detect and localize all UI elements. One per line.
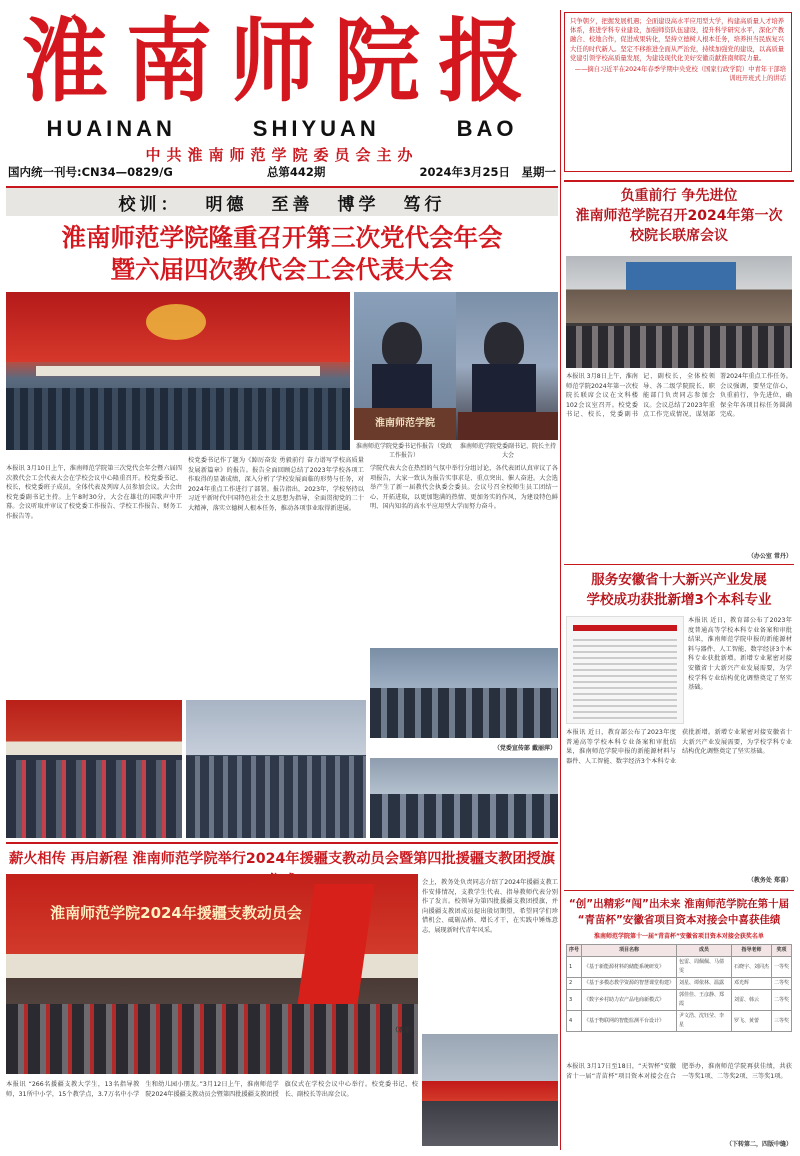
table-cell: 2	[567, 978, 582, 990]
header-cell: 序号	[567, 945, 582, 957]
issue-date: 2024年3月25日 星期一	[419, 165, 556, 179]
story-3-byline: （下转第二，四版中缝）	[725, 1141, 792, 1148]
motto-word: 至善	[271, 194, 314, 215]
table-row	[567, 990, 792, 1011]
lead-headline-line-1: 淮南师范学院隆重召开第三次党代会年会	[61, 223, 503, 252]
photo-2-caption: 淮南师范学院党委副书记、院长主持大会	[459, 443, 556, 459]
story-2-byline: （教务处 郑喜）	[747, 877, 792, 884]
sponsor-line: 中共淮南师范学院委员会主办	[145, 146, 419, 164]
ceremony-banner: 淮南师范学院2024年援疆支教动员会	[50, 904, 302, 922]
table-cell: 一等奖	[771, 957, 791, 978]
flag-ceremony-photo	[6, 874, 418, 1074]
document-screenshot	[566, 616, 684, 724]
table-cell: 罗飞、黄蕾	[731, 1011, 771, 1032]
column-divider	[560, 10, 561, 1150]
story-2-title-line-1: 服务安徽省十大新兴产业发展	[591, 572, 767, 588]
speaker-photo	[354, 292, 558, 440]
delegates-photo	[6, 700, 182, 838]
story-1-title-line-1: 负重前行 争先进位	[620, 188, 738, 204]
bottom-body: 本报讯 “266名援疆支教大学生，13名指导教师，31所中小学，15个教学点，3.7万名中小学生和幼儿园小朋友。”3月12日上午，淮南师范学院2024年援疆支教动员会暨第四批援疆支教团授旗仪式在学校会议中心举行。校党委书记、校长、副校长等出席会议。	[6, 1081, 418, 1098]
audience-photo	[186, 700, 366, 838]
slogan-box	[564, 12, 792, 172]
pinyin-2: SHIYUAN	[252, 116, 380, 141]
table-cell: 二等奖	[771, 978, 791, 990]
masthead	[8, 8, 556, 164]
bottom-body-col-right: 会上，教务处负责同志介绍了2024年援疆支教工作安排情况，支教学生代表、指导教师代表分别作了发言。校领导为第四批援疆支教团授旗，并向援疆支教团成员提出殷切期望，希望同学们珍惜机会、砥砺品格、增长才干，在实践中锤炼意志，展现新时代青年风采。	[422, 879, 558, 934]
newspaper-pinyin	[8, 116, 556, 142]
group-discussion-photo	[370, 648, 558, 738]
serial-number: 国内统一刊号:CN34—0829/G	[8, 165, 173, 179]
story-3-title-line-2: “青苗杯”安徽省项目资本对接会中喜获佳绩	[577, 914, 781, 926]
table-cell: 《基于新能源材料的储能系统研发》	[582, 957, 677, 978]
lead-headline	[6, 222, 558, 286]
header-cell: 指导老师	[731, 945, 771, 957]
table-cell: 三等奖	[771, 1011, 791, 1032]
award-table-header	[567, 945, 792, 957]
table-cell: 1	[567, 957, 582, 978]
table-cell: 4	[567, 1011, 582, 1032]
story-1-title	[564, 186, 794, 246]
lead-body-col-3: 学院代表大会在热烈的气氛中举行分组讨论，各代表团认真审议了各项报告，大家一致认为报告实事求是、重点突出、催人奋进。大会选举产生了新一届教代会执委会委员。会议号召全校师生员工团结一心、开拓进取，以更加饱满的热情、更加务实的作风，为建设特色鲜明、国内知名的高水平应用型大学而努力奋斗。	[370, 465, 558, 511]
motto-word: 博学	[337, 194, 380, 215]
table-row	[567, 1011, 792, 1032]
table-cell: 刘星、谭依林、温露	[676, 978, 731, 990]
issue-bar	[6, 164, 558, 182]
motto-label: 校训：	[118, 194, 182, 215]
story-2-title	[564, 570, 794, 610]
story-2-title-line-2: 学校成功获批新增3个本科专业	[586, 592, 772, 608]
motto-word: 明德	[205, 194, 248, 215]
story-1-body: 本报讯 3月8日上午，淮南师范学院2024年第一次校院长联席会议在文科楼102会议室召开。校党委书记、校长，党委副书记、副校长，全体校领导、各二级学院院长、职能部门负责同志参加会议。会议总结了2023年重点工作完成情况，谋划部署2024年重点工作任务。会议强调，要坚定信心，负重前行，争先进位，确保全年各项目标任务圆满完成。	[566, 373, 792, 419]
table-cell: 包雷、周佩佩、马倩雯	[676, 957, 731, 978]
story-3-body: 本报讯 3月17日至18日，“天智杯”安徽省十一届“青苗杯”项目资本对接会在合肥举办，淮南师范学院再获佳绩，共获一等奖1项、二等奖2项、三等奖1项。	[566, 1063, 792, 1080]
voting-photo	[370, 758, 558, 838]
story-1-title-line-3: 校院长联席会议	[630, 228, 728, 244]
motto-bar	[6, 186, 558, 216]
right-top-rule	[564, 180, 794, 182]
slogan-text: 只争朝夕，把握发展机遇；全面建设高水平应用型大学，构建高质量人才培养体系，推进学科专业建设，加强师资队伍建设，提升科学研究水平，深化产教融合、校地合作，促进成果转化，坚持立德树人根本任务，培养担当民族复兴大任的时代新人。坚定不移推进全面从严治党，持续加强党的建设，以高质量党建引领学校高质量发展，为建设现代化美好安徽贡献淮南师院力量。	[570, 18, 785, 62]
award-table-title: 淮南师范学院第十一届“青苗杯”安徽省项目资本对接会获奖名单	[594, 933, 764, 940]
story-3-title	[564, 896, 794, 928]
conference-hall-photo	[6, 292, 350, 450]
table-row	[567, 978, 792, 990]
volunteers-photo	[422, 1034, 558, 1146]
story-1-byline: （办公室 常丹）	[747, 553, 792, 560]
meeting-room-photo	[566, 256, 792, 368]
table-cell: 二等奖	[771, 990, 791, 1011]
newspaper-title: 淮南师院报	[22, 8, 542, 115]
motto-word: 笃行	[403, 194, 446, 215]
section-divider	[6, 842, 558, 844]
header-cell: 奖项	[771, 945, 791, 957]
bottom-byline: （欢迎）	[391, 1027, 416, 1034]
table-cell: 郭佳佳、王彦静、郑霞	[676, 990, 731, 1011]
photo-1-caption: 淮南师范学院党委书记作报告（党政工作报告）	[355, 443, 452, 459]
table-row	[567, 957, 792, 978]
slogan-signature: ——摘自习近平在2024年春季学期中央党校（国家行政学院）中青年干部培训班开班式上的讲话	[574, 66, 786, 83]
right-rule-3	[564, 890, 794, 891]
story-2-body-side: 本报讯 近日，教育部公布了2023年度普通高等学校本科专业备案和审批结果，淮南师范学院申报的新能源材料与器件、人工智能、数字经济3个本科专业获批新增。新增专业紧密对接安徽省十大新兴产业发展需要，为学校学科专业结构优化调整奠定了坚实基础。	[688, 617, 792, 692]
table-cell: 3	[567, 990, 582, 1011]
story-2-body: 本报讯 近日，教育部公布了2023年度普通高等学校本科专业备案和审批结果，淮南师范学院申报的新能源材料与器件、人工智能、数字经济3个本科专业获批新增。新增专业紧密对接安徽省十大新兴产业发展需要，为学校学科专业结构优化调整奠定了坚实基础。	[566, 729, 792, 765]
table-cell: 刘雷、韩云	[731, 990, 771, 1011]
header-cell: 项目名称	[582, 945, 677, 957]
header-cell: 成员	[676, 945, 731, 957]
lead-body-col-1: 本报讯 3月10日上午，淮南师范学院第三次党代会年会暨六届四次教代会工会代表大会在学校会议中心隆重召开。校党委书记、校长，校党委班子成员，全体代表及列席人员参加会议。大会由校党委副书记主持。上午8时30分，大会在雄壮的国歌声中开幕。会议听取并审议了校党委工作报告、学校工作报告、财务工作报告等。	[6, 465, 182, 520]
award-table	[566, 944, 792, 1032]
pinyin-3: BAO	[456, 116, 518, 141]
table-cell: 《基于物联网的智能监测平台设计》	[582, 1011, 677, 1032]
table-cell: 石晓宇、刘同杰	[731, 957, 771, 978]
right-rule-2	[564, 564, 794, 565]
story-3-title-line-1: “创”出精彩“闯”出未来 淮南师范学院在第十届	[568, 898, 790, 910]
table-cell: 《数字乡村助力农产品电商新模式》	[582, 990, 677, 1011]
lead-headline-line-2: 暨六届四次教代会工会代表大会	[110, 255, 454, 284]
photo-banner: 淮南师范学院	[354, 408, 456, 440]
issue-number: 总第442期	[266, 165, 326, 179]
lead-body-col-2: 校党委书记作了题为《踔厉奋发 勇毅前行 奋力谱写学校高质量发展新篇章》的报告。报告全面回顾总结了2023年学校各项工作取得的显著成绩，深入分析了学校发展面临的形势与任务，对2024年重点工作进行了部署。报告指出，2023年，学校坚持以习近平新时代中国特色社会主义思想为指导，全面贯彻党的二十大精神，落实立德树人根本任务，推动各项事业取得新进展。	[188, 457, 364, 512]
pinyin-1: HUAINAN	[46, 116, 176, 141]
bottom-headline: 薪火相传 再启新程 淮南师范学院举行2024年援疆支教动员会暨第四批援疆支教团授旗	[9, 851, 555, 867]
lead-byline: （党委宣传部 戴丽萍）	[493, 745, 556, 752]
table-cell: 《基于多模态教学资源的智慧课堂构建》	[582, 978, 677, 990]
table-cell: 邓光辉	[731, 978, 771, 990]
table-cell: 尹文浩、沈钰莹、李星	[676, 1011, 731, 1032]
story-1-title-line-2: 淮南师范学院召开2024年第一次	[575, 208, 783, 224]
